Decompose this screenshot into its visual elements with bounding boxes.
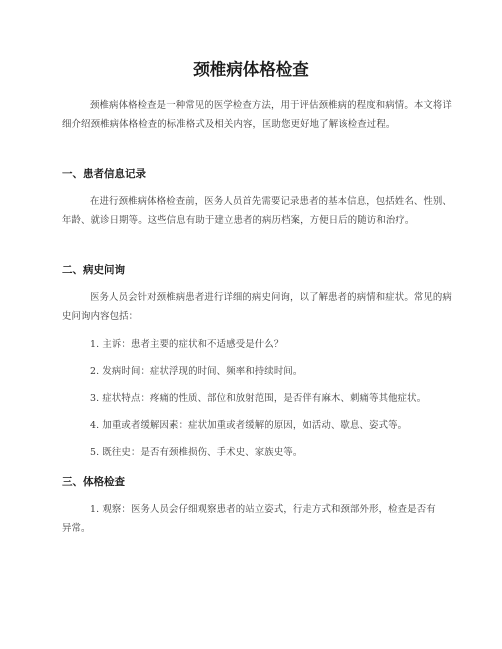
list-item: 1. 主诉：患者主要的症状和不适感受是什么？ [90,339,284,350]
document-title: 颈椎病体格检查 [193,60,309,79]
section-heading-physical-exam: 三、体格检查 [62,476,125,488]
section-text-patient-info: 在进行颈椎病体格检查前，医务人员首先需要记录患者的基本信息，包括姓名、性别、年龄、就诊日期等。这些信息有助于建立患者的病历档案，方便日后的随访和治疗。 [62,196,452,226]
intro-paragraph: 颈椎病体格检查是一种常见的医学检查方法，用于评估颈椎病的程度和病情。本文将详细介绍颈椎病体格检查的标准格式及相关内容，匡助您更好地了解该检查过程。 [62,100,452,130]
section-heading-patient-info: 一、患者信息记录 [62,168,146,180]
list-item: 3. 症状特点：疼痛的性质、部位和放射范围，是否伴有麻木、刺痛等其他症状。 [90,393,427,404]
list-item: 4. 加重或者缓解因素：症状加重或者缓解的原因，如活动、歇息、姿式等。 [90,420,408,431]
list-item: 2. 发病时间：症状浮现的时间、频率和持续时间。 [90,366,303,377]
section-heading-medical-history: 二、病史问询 [62,264,125,276]
list-item: 1. 观察：医务人员会仔细观察患者的站立姿式，行走方式和颈部外形，检查是否有异常。 [62,504,436,534]
list-item: 5. 既往史：是否有颈椎损伤、手术史、家族史等。 [90,447,303,458]
section-text-medical-history: 医务人员会针对颈椎病患者进行详细的病史问询，以了解患者的病情和症状。常见的病史问询内容包括： [62,292,452,322]
